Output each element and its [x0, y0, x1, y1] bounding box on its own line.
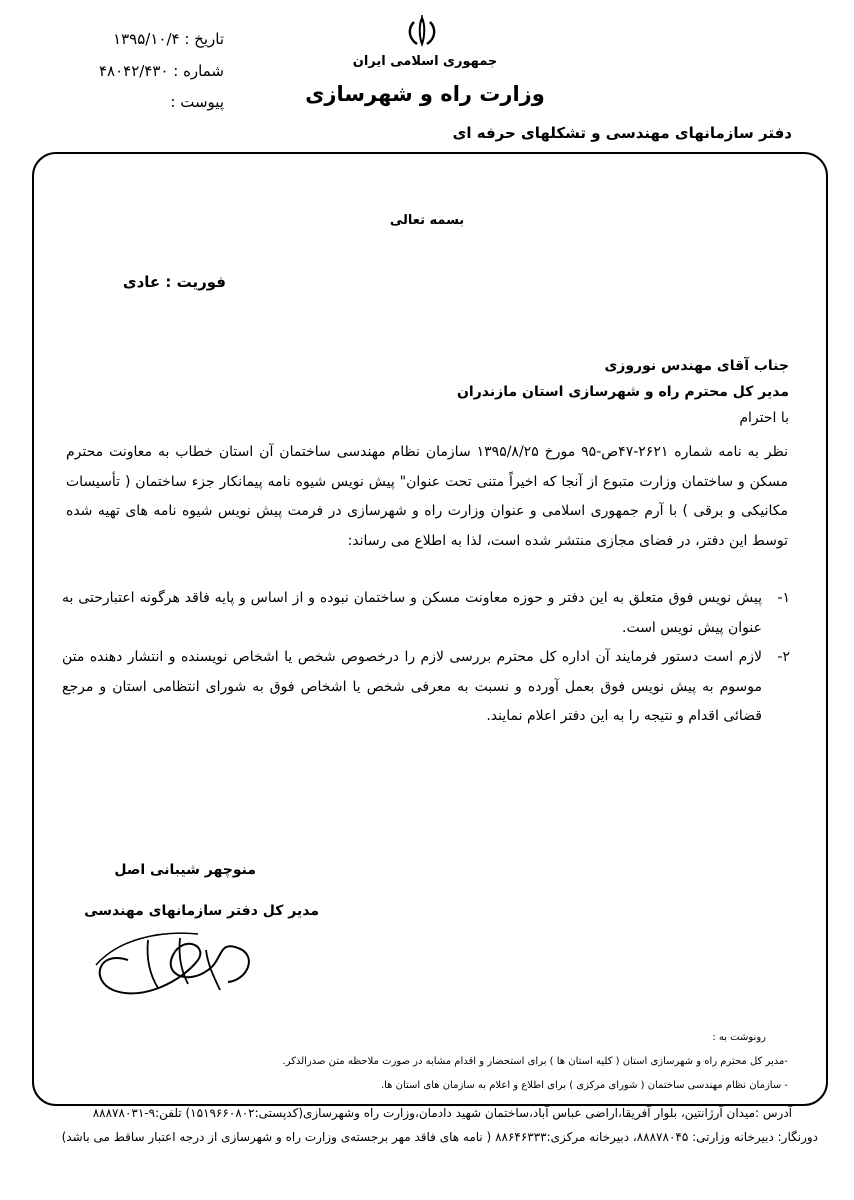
list-item: [62, 584, 790, 643]
item-text: پیش نویس فوق متعلق به این دفتر و حوزه معاونت مسکن و ساختمان نبوده و از اساس و پایه فاقد هرگونه اعتبارحتی به عنوان پیش نویس است.: [62, 590, 762, 636]
recipient-name: جناب آقای مهندس نوروزی: [604, 358, 789, 374]
list-item: [62, 643, 790, 732]
item-text: لازم است دستور فرمایند آن اداره کل محترم بررسی لازم را درخصوص شخص یا اشخاص نویسنده و انتشار دهنده متن موسوم به پیش نویس فوق بعمل آورده و نسبت به معرفی شخص یا اشخاص فوق به شورای انتظامی استان و مرجع قضائی اقدام و نتیجه را به این دفتر اعلام نمایند.: [62, 649, 762, 724]
signer-title: مدیر کل دفتر سازمانهای مهندسی: [84, 903, 319, 919]
recipient-title: مدیر کل محترم راه و شهرسازی استان مازندران: [456, 384, 789, 400]
republic-label: جمهوری اسلامی ایران: [352, 54, 498, 69]
cc-line: -مدیر کل محترم راه و شهرسازی استان ( کلیه استان ها ) برای استحضار و اقدام مشابه در صورت ملاحظه متن صدرالذکر.: [282, 1056, 788, 1067]
letter-number: شماره : ۴۸۰۴۲/۴۳۰: [98, 62, 224, 80]
item-number: ۱-: [777, 590, 790, 606]
cc-title: رونوشت به :: [712, 1032, 766, 1043]
letter-attachment: پیوست :: [170, 93, 224, 111]
letter-body: نظر به نامه شماره ۲۶۲۱-۴۷ص-۹۵ مورخ ۱۳۹۵/۸/۲۵ سازمان نظام مهندسی ساختمان آن استان خطاب به معاونت محترم مسکن و ساختمان وزارت متبوع از آنجا که اخیراً متنی تحت عنوان" پیش نویس شیوه نامه پیمانکار جزء ساختمان ( تأسیسات مکانیکی و برقی ) با آرم جمهوری اسلامی و عنوان وزارت راه و شهرسازی در فرمت پیش نویس شیوه نامه های تهیه شده توسط این دفتر، در فضای مجازی منتشر شده است، لذا به اطلاع می رساند:: [66, 444, 788, 549]
signer-name: منوچهر شیبانی اصل: [114, 862, 256, 878]
ministry-title: وزارت راه و شهرسازی: [305, 82, 545, 106]
urgency-label: فوریت : عادی: [122, 273, 226, 291]
office-title: دفتر سازمانهای مهندسی و تشکلهای حرفه ای: [452, 124, 792, 142]
greeting: با احترام: [739, 410, 789, 426]
invocation: بسمه تعالی: [389, 213, 465, 228]
iran-emblem-icon: [405, 14, 439, 48]
cc-line: - سازمان نظام مهندسی ساختمان ( شورای مرکزی ) برای اطلاع و اعلام به سازمان های استان ها.: [380, 1080, 788, 1091]
letter-date: تاریخ : ۱۳۹۵/۱۰/۴: [113, 30, 224, 48]
item-number: ۲-: [777, 649, 790, 665]
footer-address: آدرس :میدان آرژانتین، بلوار آفریقا،اراضی عباس آباد،ساختمان شهید دادمان،وزارت راه وشهرسازی(کدپستی:۱۵۱۹۶۶۰۸۰۲) تلفن:۹-۸۸۸۷۸۰۳۱: [92, 1106, 792, 1120]
handwritten-signature-icon: [88, 920, 278, 1002]
footer-fax: دورنگار: دبیرخانه وزارتی: ۸۸۸۷۸۰۴۵، دبیرخانه مرکزی:۸۸۶۴۶۳۳۳ ( نامه های فاقد مهر برجسته‌ی وزارت راه و شهرسازی از درجه اعتبار ساقط می باشد): [61, 1130, 818, 1144]
